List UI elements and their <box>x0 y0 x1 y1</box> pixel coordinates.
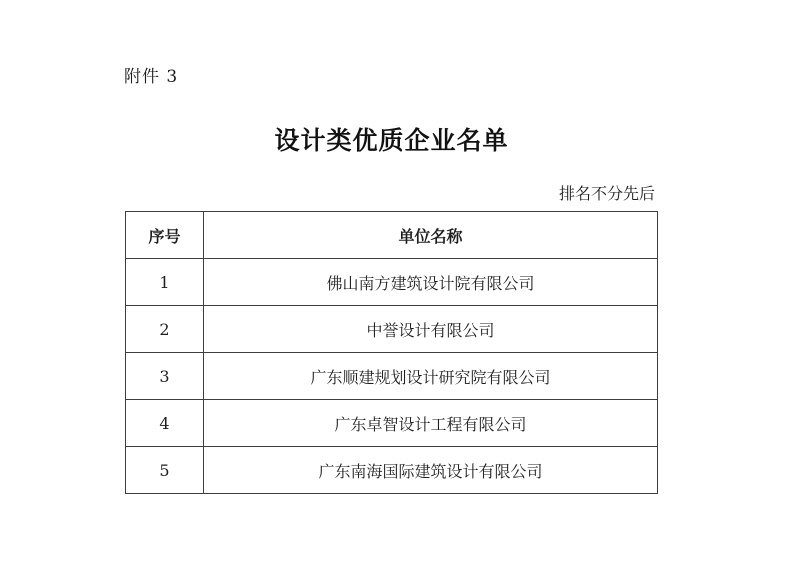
table-row <box>126 306 658 353</box>
ranking-note: 排名不分先后 <box>558 184 655 203</box>
table-header-row <box>126 212 658 259</box>
table-row <box>126 353 658 400</box>
page-title: 设计类优质企业名单 <box>274 126 509 155</box>
table-row <box>126 259 658 306</box>
company-table <box>125 211 658 494</box>
table-row <box>126 447 658 494</box>
row-index-cell: 5 <box>126 447 204 494</box>
attachment-label: 附件 3 <box>124 67 179 87</box>
row-index-cell: 4 <box>126 400 204 447</box>
row-index-cell: 1 <box>126 259 204 306</box>
company-name-cell: 佛山南方建筑设计院有限公司 <box>204 259 658 306</box>
header-index-cell: 序号 <box>126 212 204 259</box>
company-name-cell: 广东南海国际建筑设计有限公司 <box>204 447 658 494</box>
header-name-cell: 单位名称 <box>204 212 658 259</box>
row-index-cell: 2 <box>126 306 204 353</box>
company-name-cell: 广东卓智设计工程有限公司 <box>204 400 658 447</box>
company-name-cell: 广东顺建规划设计研究院有限公司 <box>204 353 658 400</box>
row-index-cell: 3 <box>126 353 204 400</box>
table-row <box>126 400 658 447</box>
company-name-cell: 中誉设计有限公司 <box>204 306 658 353</box>
